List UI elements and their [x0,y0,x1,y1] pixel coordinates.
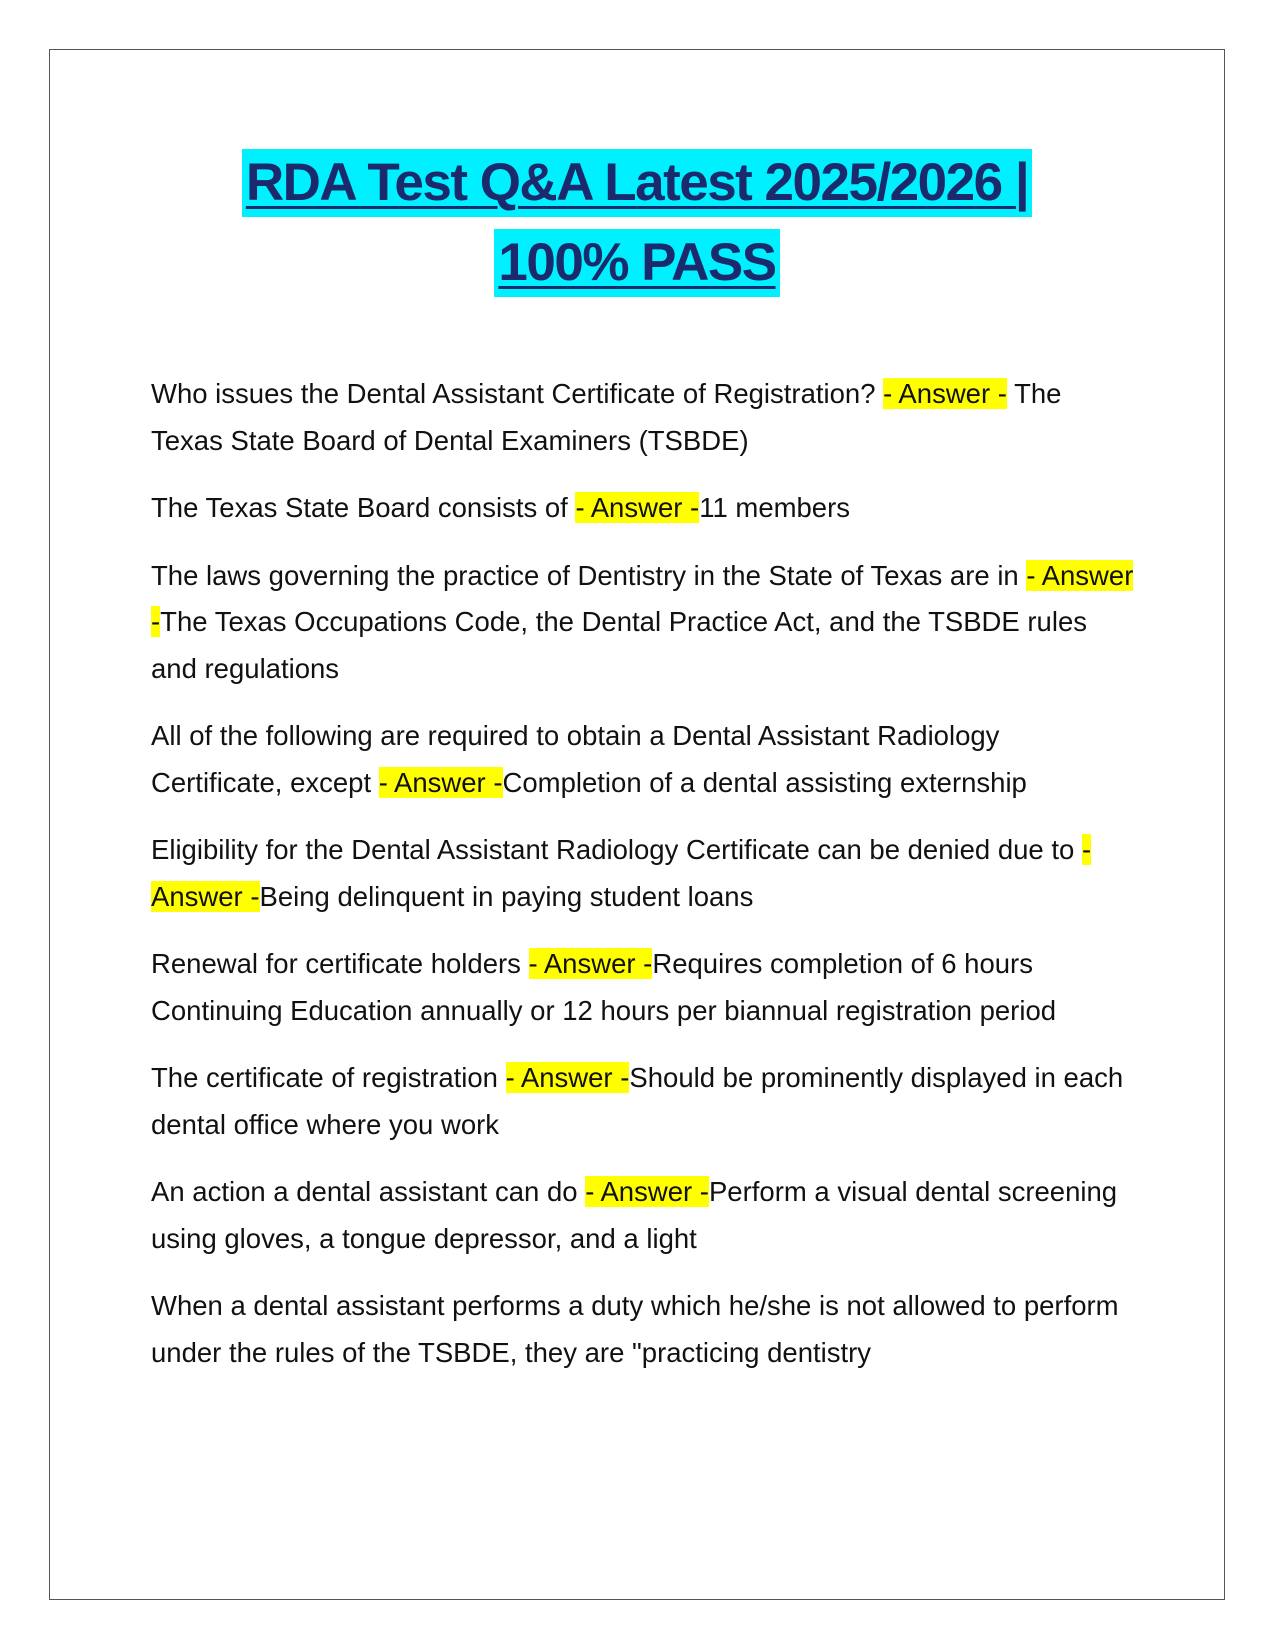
answer-text: 11 members [699,492,851,523]
question-text: Renewal for certificate holders [151,948,529,979]
question-text: An action a dental assistant can do [151,1176,586,1207]
answer-text: Should be prominently displayed in each dental office where you work [151,1062,1124,1140]
qa-item [151,827,1136,920]
answer-marker: - Answer - [585,1176,709,1207]
qa-list [151,371,1136,1397]
answer-text: Requires completion of 6 hours Continuing Education annually or 12 hours per biannual registration period [151,948,1057,1026]
question-text: The certificate of registration [151,1062,506,1093]
answer-marker: - Answer - [528,948,653,979]
answer-text: Being delinquent in paying student loans [259,880,754,912]
title-line-1: RDA Test Q&A Latest 2025/2026 | [242,149,1032,217]
qa-item [151,1055,1136,1148]
answer-text: Perform a visual dental screening using gloves, a tongue depressor, and a light [151,1176,1118,1254]
answer-marker: - Answer - [151,834,1092,912]
question-text: The laws governing the practice of Dentistry in the State of Texas are in [151,559,1027,591]
answer-text: Completion of a dental assisting externship [502,766,1027,798]
question-text: Who issues the Dental Assistant Certificate of Registration? [151,378,884,409]
question-text: Eligibility for the Dental Assistant Radiology Certificate can be denied due to [151,834,1082,865]
qa-item [151,485,1136,532]
answer-marker: - Answer - [151,559,1134,637]
question-text: All of the following are required to obtain a Dental Assistant Radiology Certificate, except [151,720,1000,798]
answer-marker: - Answer - [378,766,503,798]
qa-item [151,713,1136,806]
question-text: The Texas State Board consists of [151,492,576,523]
answer-text: The Texas Occupations Code, the Dental Practice Act, and the TSBDE rules and regulations [151,606,1088,684]
title-line-2: 100% PASS [494,229,779,297]
answer-marker: - Answer - [505,1062,630,1093]
qa-item [151,1169,1136,1262]
answer-text: The Texas State Board of Dental Examiners (TSBDE) [151,378,1062,456]
qa-item [151,941,1136,1034]
document-title [49,143,1225,303]
qa-item [151,1283,1136,1376]
answer-marker: - Answer - [575,492,700,523]
question-text: When a dental assistant performs a duty which he/she is not allowed to perform under the rules of the TSBDE, they are "practicing dentistry [151,1290,1119,1368]
qa-item [151,371,1136,464]
answer-marker: - Answer - [883,378,1007,409]
qa-item [151,553,1136,693]
